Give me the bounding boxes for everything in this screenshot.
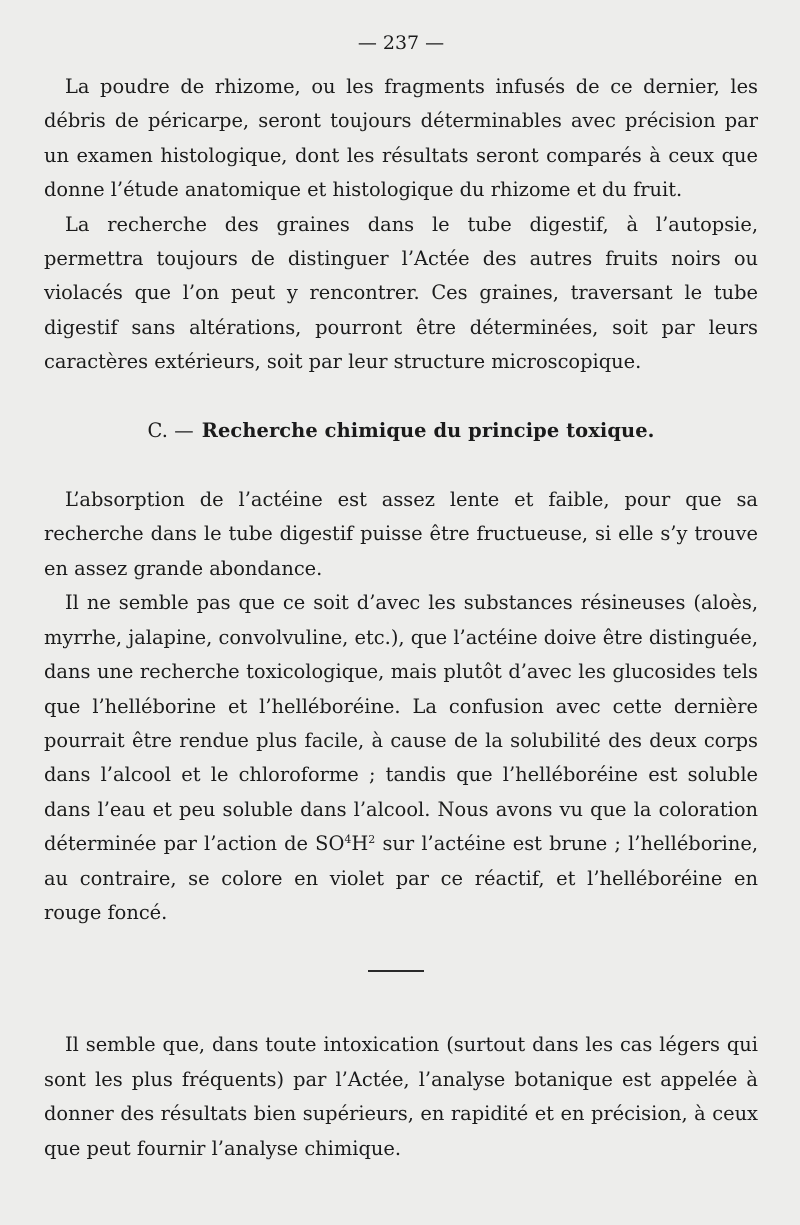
paragraph-absorption: L’absorption de l’actéine est assez lente et faible, pour que sa recherche dans le tube digestif puisse être fructueuse, si elle s’y trouve en assez grande abondance. — [44, 488, 758, 580]
section-heading — [44, 414, 758, 448]
section-divider-wrap — [44, 958, 758, 992]
paragraph-conclusion: Il semble que, dans toute intoxication (surtout dans les cas légers qui sont les plus fréquents) par l’Actée, l’analyse botanique est appelée à donner des résultats bien supérieurs, en rapidité et en précision, à ceux que peut fournir l’analyse chimique. — [44, 1033, 758, 1160]
paragraph-graines: La recherche des graines dans le tube digestif, à l’autopsie, permettra toujours de distinguer l’Actée des autres fruits noirs ou violacés que l’on peut y rencontrer. Ces graines, traversant le tube digestif sans altérations, pourront être déterminées, soit par leurs caractères extérieurs, soit par leur structure microscopique. — [44, 212, 758, 374]
formula-mid: H — [351, 832, 369, 856]
page-number: — 237 — — [357, 32, 445, 54]
formula-before: Nous avons vu que la coloration déterminée par l’action de SO — [44, 797, 758, 856]
formula-sup-2: 2 — [368, 833, 376, 847]
paragraph-distinction-text: Il ne semble pas que ce soit d’avec les substances résineuses (aloès, myrrhe, jalapine, convolvuline, etc.), que l’actéine doive être distinguée, dans une recherche toxicologique, mais plutôt d’avec les glucosides tels que l’helléborine et l’helléboréine. La confusion avec cette dernière pourrait être rendue plus facile, à cause de la solubilité des deux corps dans l’alcool et le chloroforme ; tandis que l’helléboréine est soluble dans l’eau et peu soluble dans l’alcool. — [44, 591, 758, 821]
paragraph-rhizome: La poudre de rhizome, ou les fragments infusés de ce dernier, les débris de péricarpe, seront toujours déterminables avec précision par un examen histologique, dont les résultats seront comparés à ceux que donne l’étude anatomique et histologique du rhizome et du fruit. — [44, 75, 758, 202]
paragraph-distinction — [44, 586, 758, 930]
section-letter: C. — — [147, 418, 194, 442]
section-divider — [368, 970, 424, 972]
formula-after: sur l’actéine est brune ; l’helléborine, au contraire, se colore en violet par ce réactif, et l’helléboréine en rouge foncé. — [44, 832, 758, 924]
section-title: Recherche chimique du principe toxique. — [201, 418, 655, 442]
formula-sup-4: 4 — [344, 833, 352, 847]
